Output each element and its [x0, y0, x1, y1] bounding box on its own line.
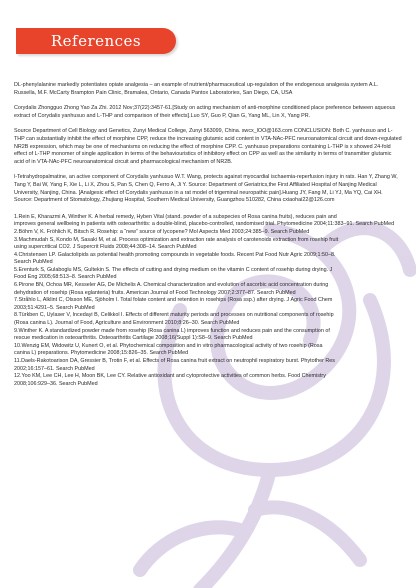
- paragraph-tetrahydropalmatine: l-Tetrahydropalmatine, an active component of Corydalis yanhusuo W.T. Wang, protects against myocardial ischaemia-reperfusion injury in rats. Han Y, Zhang W, Tang Y, Bai W, Yang F, Xie L, Li X, Zhou S, Pan S, Chen Q, Ferro A, Ji Y. Source: Department of Geriatrics,the First Affiliated Hospital of Nanjing Medical University, Nanjing, China. [Analgesic effect of Corydalis yanhusuo in a rat model of trigeminal neuropathic pain].Huang JY, Fang M, Li YJ, Ma YQ, Cai XH. Source: Department of Stomatology, Zhujiang Hospital, Southern Medical University, Guangzhou 510282, China cxiaohai22@126.com: [14, 174, 398, 204]
- reference-line: dehydration of rosehip (Rosa eglanteria) fruits. American Journal of Food Technology 2007;2:377–87. Search PubMed: [14, 289, 296, 296]
- reference-line: using supercritical CO2. J Supercrit Fluids 2008;44:308–14. Search PubMed: [14, 244, 197, 251]
- references-content: [14, 82, 402, 388]
- reference-line: improves general wellbeing in patients with osteoarthritis: a double-blind, placebo-controlled, randomised trial. Phytomedicine 2004;11:383–91. Search PubMed: [14, 221, 395, 228]
- reference-line: 11.Daels-Rakotoarison DA, Gressier B, Trotin F, et al. Effects of Rosa canina fruit extract on neutrophil respiratory burst. Phytother Res: [14, 358, 335, 364]
- reference-line: rescue medication in osteoarthritis. Osteoarthritis Cartilage 2008;16(Suppl 1):S8–9. Search PubMed: [14, 335, 253, 342]
- reference-line: Food Eng 2005;68:513–8. Search PubMed: [14, 274, 117, 281]
- reference-line: (Rosa canina L). Journal of Food, Agriculture and Environment 2010;8:26–30. Search PubMed: [14, 320, 240, 327]
- reference-line: 2.Böhm V, K. Fröhlich K, Bitsch R. Rosehip: a “new” source of lycopene? Mol Aspects Med 2003;24:385–9. Search PubMed: [14, 228, 310, 235]
- reference-line: 8.Türkben C, Uylaser V, Incedayi B, Celikkol I. Effects of different maturity periods and processes on nutritional components of rosehip: [14, 312, 334, 319]
- reference-line: 1.Rein E, Kharazmi A, Winther K. A herbal remedy, Hyben Vital (stand. powder of a subspecies of Rosa canina fruits), reduces pain and: [14, 213, 337, 220]
- reference-line: 10.Wenzig EM, Widowitz U, Kunert O, et al. Phytochemical composition and in vitro pharmacological activity of two rosehip (Rosa: [14, 342, 323, 349]
- header-banner: [16, 28, 176, 54]
- numbered-reference-list: [14, 214, 402, 389]
- reference-line: 2002;16:157–61. Search PubMed: [14, 365, 95, 372]
- paragraph-corydalis-study: Corydalis Zhongguo Zhong Yao Za Zhi. 2012 Nov;37(22):3457-61.[Study on acting mechanism of anti-morphine conditioned place preference between aqueous extract of Corydalis yanhusuo and L-THP and comparison of their effects].Luo SY, Guo P, Qian G, Yang ML, Lin X, Yang PR.: [14, 105, 396, 119]
- reference-line: Search PubMed: [14, 259, 53, 266]
- reference-line: 12.Yoo KM, Lee CH, Lee H, Moon BK, Lee CY. Relative antioxidant and cytoprotective activities of common herbs. Food Chemistry: [14, 373, 326, 380]
- reference-line: 7.Stråhlo L, Alklint C, Olsson ME, Sjöholm I. Total folate content and retention in rosehips (Rosa ssp.) after drying. J Agric Food Chem: [14, 297, 333, 304]
- reference-line: 2008;106:929–36. Search PubMed: [14, 380, 98, 387]
- reference-line: 2003;51:4291–5. Search PubMed: [14, 304, 95, 311]
- reference-line: canina L) preparations. Phytomedicine 2008;15:826–35. Search PubMed: [14, 350, 189, 357]
- page-title: References: [50, 32, 142, 50]
- reference-line: 9.Winther K. A standardized powder made from rosehip (Rosa canina L) improves function and reduces pain and the consumption of: [14, 327, 330, 334]
- paragraph-dl-phenylalanine: DL-phenylalanine markedly potentiates opiate analgesia – an example of nutrient/pharmaceutical up-regulation of the endogenous analgesia system A.L. Russella, M.F. McCarty Brampton Pain Clinic, Bramalea, Ontario, Canada Pantox Laboratories, San Diego, CA, USA: [14, 82, 379, 96]
- paragraph-source-conclusion: Source Department of Cell Biology and Genetics, Zunyi Medical College, Zunyi 563099, China. swcx_lOO@163.com CONCLUSION: Both C. yanhusuo and L-THP can substantially inhibit the effect of morphine CPP, reduce the increasing glutamic acid content in VTA-NAc-PFC neuroanatomical circuit and down-regulated NR2B expression, which may be one of mechanisms on reducing the effect of morphine CPP. C. yanhusuo preparations containing L-THP is x showed 24-fold effect of L-THP monomer of single application in terms of the behaviouristics of inhibitory effect on CPP as well as the similarity in terms of transmitter glutamic acid of in VTA-NAc-PFC neuroanatomical circuit and pharmacological mechanism of NR2B.: [14, 128, 402, 165]
- reference-line: 6.Pirone BN, Ochoa MR, Kesseler AG, De Michelis A. Chemical characterization and evolution of ascorbic acid concentration during: [14, 282, 329, 289]
- reference-line: 5.Erenturk S, Gulaboglu MS, Gultekin S. The effects of cutting and drying medium on the vitamin C content of rosehip during drying. J: [14, 266, 333, 273]
- reference-line: 4.Christensen LP. Galactolipids as potential health promoting compounds in vegetable foods. Recent Pat Food Nutr Agric 2009;1:50–8.: [14, 251, 336, 258]
- reference-line: 3.Machmudah S, Kondo M, Sasaki M, et al. Process optimization and extraction rate analysis of carotenoids extraction from rosehip fruit: [14, 236, 339, 243]
